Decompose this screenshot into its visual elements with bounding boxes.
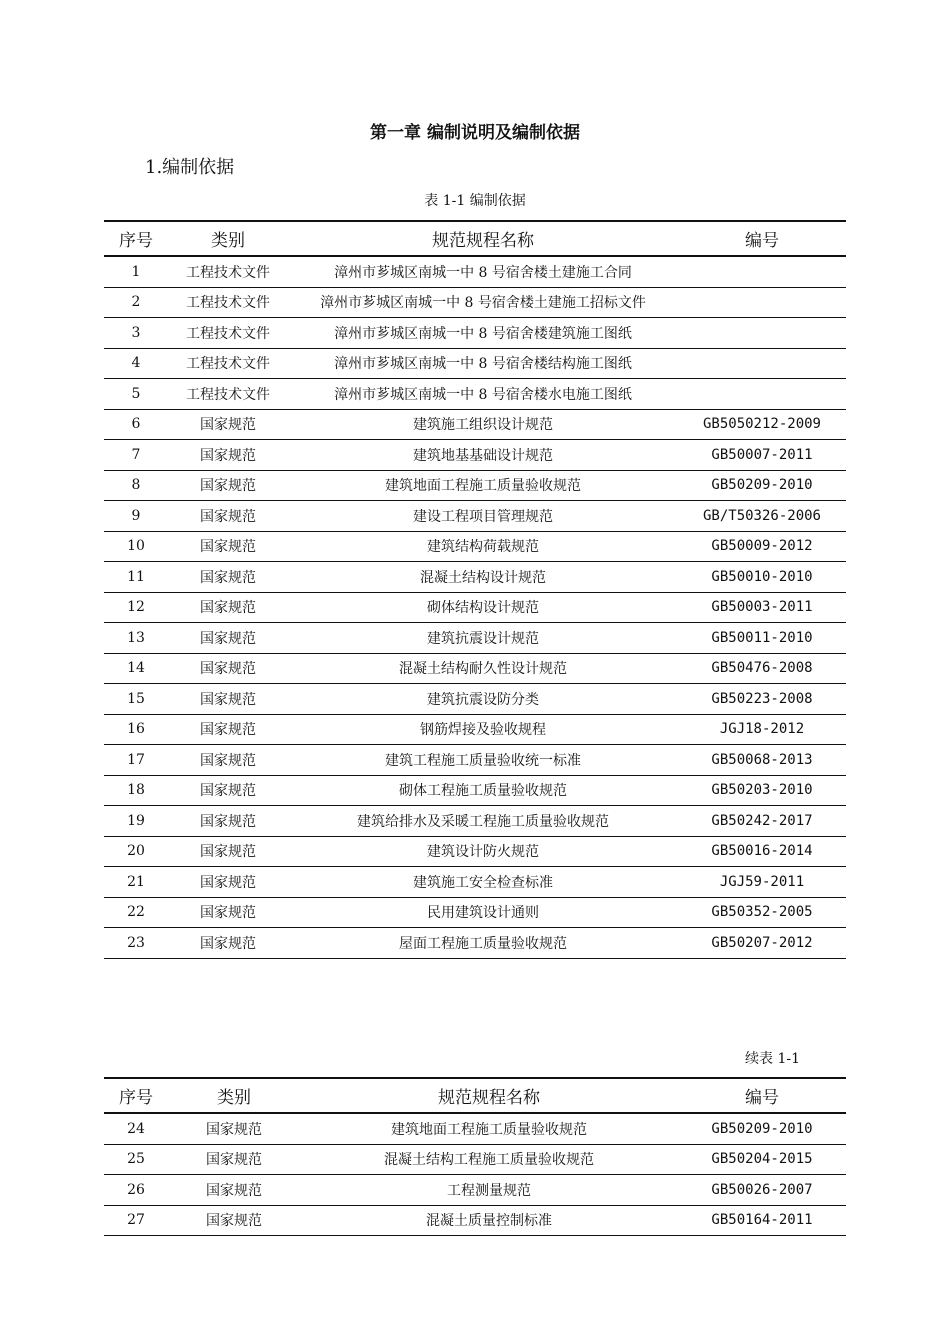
row-index: 17 [104, 745, 168, 776]
row-index: 2 [104, 287, 168, 318]
table-row [104, 1205, 846, 1236]
row-category: 国家规范 [168, 775, 288, 806]
row-category: 国家规范 [168, 867, 288, 898]
row-category: 国家规范 [168, 1113, 300, 1144]
table-header-row [104, 221, 846, 256]
row-category: 国家规范 [168, 684, 288, 715]
row-index: 4 [104, 348, 168, 379]
row-category: 国家规范 [168, 836, 288, 867]
row-index: 16 [104, 714, 168, 745]
row-spec-name: 建筑设计防火规范 [288, 836, 678, 867]
row-code [678, 318, 846, 349]
table-row [104, 409, 846, 440]
table-row [104, 897, 846, 928]
row-category: 国家规范 [168, 592, 288, 623]
table-row [104, 348, 846, 379]
row-spec-name: 建筑结构荷载规范 [288, 531, 678, 562]
header-spec-name: 规范规程名称 [300, 1078, 678, 1113]
row-index: 22 [104, 897, 168, 928]
section-heading: 1.编制依据 [145, 157, 235, 178]
row-spec-name: 钢筋焊接及验收规程 [288, 714, 678, 745]
table-row [104, 623, 846, 654]
row-code: GB5050212-2009 [678, 409, 846, 440]
row-index: 24 [104, 1113, 168, 1144]
table-row [104, 501, 846, 532]
row-code: GB50068-2013 [678, 745, 846, 776]
row-spec-name: 工程测量规范 [300, 1175, 678, 1206]
table-row [104, 379, 846, 410]
row-category: 国家规范 [168, 806, 288, 837]
row-index: 5 [104, 379, 168, 410]
row-category: 国家规范 [168, 623, 288, 654]
row-category: 国家规范 [168, 1205, 300, 1236]
row-code: GB50207-2012 [678, 928, 846, 959]
row-index: 3 [104, 318, 168, 349]
row-code: GB50204-2015 [678, 1144, 846, 1175]
row-category: 国家规范 [168, 409, 288, 440]
row-category: 国家规范 [168, 897, 288, 928]
row-index: 25 [104, 1144, 168, 1175]
table-row [104, 531, 846, 562]
row-spec-name: 民用建筑设计通则 [288, 897, 678, 928]
row-spec-name: 建筑地基基础设计规范 [288, 440, 678, 471]
row-index: 21 [104, 867, 168, 898]
row-code: GB50009-2012 [678, 531, 846, 562]
table-row [104, 562, 846, 593]
row-category: 国家规范 [168, 714, 288, 745]
row-spec-name: 建筑工程施工质量验收统一标准 [288, 745, 678, 776]
row-spec-name: 建筑地面工程施工质量验收规范 [300, 1113, 678, 1144]
row-index: 27 [104, 1205, 168, 1236]
row-code: GB50203-2010 [678, 775, 846, 806]
row-spec-name: 混凝土结构工程施工质量验收规范 [300, 1144, 678, 1175]
row-category: 国家规范 [168, 653, 288, 684]
row-code: GB50003-2011 [678, 592, 846, 623]
row-code [678, 287, 846, 318]
table-row [104, 1175, 846, 1206]
row-index: 20 [104, 836, 168, 867]
row-index: 11 [104, 562, 168, 593]
table-row [104, 592, 846, 623]
row-code: GB50242-2017 [678, 806, 846, 837]
header-index: 序号 [104, 1078, 168, 1113]
basis-table-continued [104, 1077, 846, 1236]
row-spec-name: 建筑施工组织设计规范 [288, 409, 678, 440]
row-category: 工程技术文件 [168, 318, 288, 349]
table-row [104, 653, 846, 684]
row-code: JGJ59-2011 [678, 867, 846, 898]
row-code: GB50007-2011 [678, 440, 846, 471]
row-code: GB50164-2011 [678, 1205, 846, 1236]
table-row [104, 1113, 846, 1144]
row-code: GB50016-2014 [678, 836, 846, 867]
row-index: 13 [104, 623, 168, 654]
table-row [104, 928, 846, 959]
row-category: 国家规范 [168, 1175, 300, 1206]
row-code: GB50209-2010 [678, 470, 846, 501]
row-index: 19 [104, 806, 168, 837]
table-row [104, 836, 846, 867]
row-index: 7 [104, 440, 168, 471]
header-index: 序号 [104, 221, 168, 256]
row-spec-name: 砌体工程施工质量验收规范 [288, 775, 678, 806]
row-code: JGJ18-2012 [678, 714, 846, 745]
row-index: 10 [104, 531, 168, 562]
row-index: 18 [104, 775, 168, 806]
row-spec-name: 漳州市芗城区南城一中 8 号宿舍楼土建施工合同 [288, 256, 678, 287]
row-category: 工程技术文件 [168, 256, 288, 287]
table-row [104, 440, 846, 471]
row-category: 工程技术文件 [168, 348, 288, 379]
row-spec-name: 漳州市芗城区南城一中 8 号宿舍楼水电施工图纸 [288, 379, 678, 410]
table-row [104, 470, 846, 501]
row-category: 国家规范 [168, 745, 288, 776]
row-spec-name: 屋面工程施工质量验收规范 [288, 928, 678, 959]
row-spec-name: 建筑抗震设防分类 [288, 684, 678, 715]
row-index: 6 [104, 409, 168, 440]
row-code [678, 348, 846, 379]
table-row [104, 775, 846, 806]
table-row [104, 684, 846, 715]
table-row [104, 287, 846, 318]
row-spec-name: 漳州市芗城区南城一中 8 号宿舍楼结构施工图纸 [288, 348, 678, 379]
row-spec-name: 混凝土结构设计规范 [288, 562, 678, 593]
row-category: 工程技术文件 [168, 287, 288, 318]
row-index: 15 [104, 684, 168, 715]
header-code: 编号 [678, 221, 846, 256]
row-code [678, 379, 846, 410]
row-category: 国家规范 [168, 928, 288, 959]
table-row [104, 867, 846, 898]
row-category: 国家规范 [168, 562, 288, 593]
row-category: 国家规范 [168, 440, 288, 471]
header-spec-name: 规范规程名称 [288, 221, 678, 256]
table-caption: 表 1-1 编制依据 [424, 193, 526, 209]
continued-caption: 续表 1-1 [745, 1051, 800, 1067]
row-spec-name: 建筑地面工程施工质量验收规范 [288, 470, 678, 501]
row-spec-name: 建筑给排水及采暖工程施工质量验收规范 [288, 806, 678, 837]
row-code: GB50011-2010 [678, 623, 846, 654]
row-spec-name: 混凝土结构耐久性设计规范 [288, 653, 678, 684]
row-spec-name: 建筑施工安全检查标准 [288, 867, 678, 898]
table-row [104, 1144, 846, 1175]
row-code: GB50223-2008 [678, 684, 846, 715]
row-index: 14 [104, 653, 168, 684]
header-code: 编号 [678, 1078, 846, 1113]
row-index: 26 [104, 1175, 168, 1206]
row-code: GB/T50326-2006 [678, 501, 846, 532]
row-spec-name: 漳州市芗城区南城一中 8 号宿舍楼土建施工招标文件 [288, 287, 678, 318]
row-index: 9 [104, 501, 168, 532]
row-index: 12 [104, 592, 168, 623]
row-code: GB50352-2005 [678, 897, 846, 928]
row-index: 23 [104, 928, 168, 959]
row-index: 8 [104, 470, 168, 501]
row-code: GB50476-2008 [678, 653, 846, 684]
row-code: GB50026-2007 [678, 1175, 846, 1206]
row-category: 国家规范 [168, 1144, 300, 1175]
row-category: 工程技术文件 [168, 379, 288, 410]
row-code: GB50209-2010 [678, 1113, 846, 1144]
basis-table-body [104, 256, 846, 958]
table-row [104, 745, 846, 776]
basis-table [104, 220, 846, 959]
row-category: 国家规范 [168, 501, 288, 532]
header-category: 类别 [168, 1078, 300, 1113]
header-category: 类别 [168, 221, 288, 256]
row-spec-name: 混凝土质量控制标准 [300, 1205, 678, 1236]
row-spec-name: 砌体结构设计规范 [288, 592, 678, 623]
row-spec-name: 建筑抗震设计规范 [288, 623, 678, 654]
row-spec-name: 建设工程项目管理规范 [288, 501, 678, 532]
row-code [678, 256, 846, 287]
row-spec-name: 漳州市芗城区南城一中 8 号宿舍楼建筑施工图纸 [288, 318, 678, 349]
row-category: 国家规范 [168, 531, 288, 562]
row-category: 国家规范 [168, 470, 288, 501]
table-row [104, 806, 846, 837]
table-row [104, 318, 846, 349]
basis-table-continued-body [104, 1113, 846, 1236]
row-index: 1 [104, 256, 168, 287]
chapter-title: 第一章 编制说明及编制依据 [370, 123, 580, 143]
table-row [104, 714, 846, 745]
table-header-row [104, 1078, 846, 1113]
row-code: GB50010-2010 [678, 562, 846, 593]
table-row [104, 256, 846, 287]
